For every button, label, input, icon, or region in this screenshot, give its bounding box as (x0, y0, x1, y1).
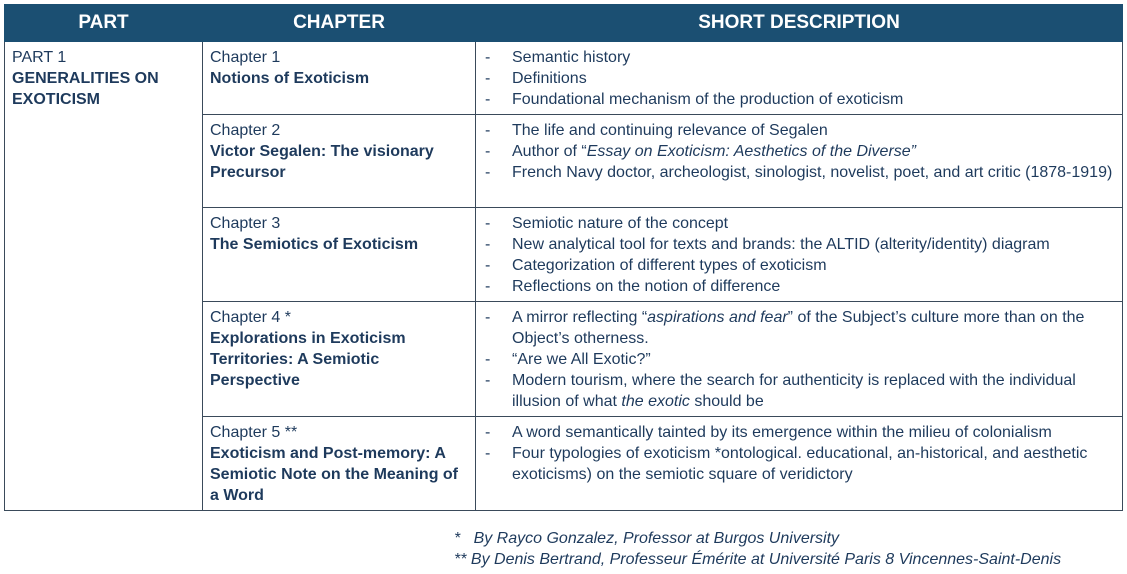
part-title: GENERALITIES ON EXOTICISM (12, 70, 159, 108)
bullet-dash: - (485, 445, 491, 462)
list-item (483, 422, 1115, 443)
description-list (483, 307, 1115, 412)
header-part: PART (5, 5, 203, 42)
bullet-dash: - (485, 372, 491, 389)
item-text: Foundational mechanism of the production of exoticism (512, 91, 904, 108)
item-text: “Are we All Exotic?” (512, 351, 651, 368)
chapter-title: Exoticism and Post-memory: A Semiotic Note on the Meaning of a Word (210, 445, 459, 504)
list-item (483, 141, 1115, 162)
list-item (483, 213, 1115, 234)
bullet-dash: - (485, 70, 491, 87)
item-text: Four typologies of exoticism *ontological. educational, an-historical, and aesthetic exoticisms) on the semiotic square of veridictory (512, 445, 1088, 483)
emphasis-text: Essay on Exoticism: Aesthetics of the Diverse” (586, 143, 917, 160)
item-text: Semiotic nature of the concept (512, 215, 729, 232)
description-cell (476, 115, 1123, 208)
bullet-dash: - (485, 257, 491, 274)
item-text: Author of “ (512, 143, 587, 160)
list-item (483, 349, 1115, 370)
item-text: ” of the Subject’s culture more than on the Object’s otherness. (512, 309, 1085, 347)
list-item (483, 255, 1115, 276)
item-text: Semantic history (512, 49, 631, 66)
list-item (483, 276, 1115, 297)
chapter-cell (203, 302, 476, 417)
item-text: should be (689, 393, 764, 410)
list-item (483, 234, 1115, 255)
chapter-cell (203, 42, 476, 115)
chapter-title: The Semiotics of Exoticism (210, 236, 419, 253)
bullet-dash: - (485, 215, 491, 232)
item-text: The life and continuing relevance of Segalen (512, 122, 828, 139)
description-cell (476, 42, 1123, 115)
list-item (483, 443, 1115, 485)
list-item (483, 307, 1115, 349)
item-text: French Navy doctor, archeologist, sinologist, novelist, poet, and art critic (1878-1919) (512, 164, 1113, 181)
bullet-dash: - (485, 351, 491, 368)
description-cell (476, 208, 1123, 302)
bullet-dash: - (485, 91, 491, 108)
item-text: A word semantically tainted by its emergence within the milieu of colonialism (512, 424, 1052, 441)
table-header-row (5, 5, 1123, 42)
list-item (483, 370, 1115, 412)
bullet-dash: - (485, 236, 491, 253)
table-row (5, 42, 1123, 115)
bullet-dash: - (485, 309, 491, 326)
list-item (483, 120, 1115, 141)
chapters-table (4, 4, 1123, 511)
item-text: Definitions (512, 70, 587, 87)
chapter-number: Chapter 5 ** (210, 424, 298, 441)
bullet-dash: - (485, 424, 491, 441)
description-list (483, 213, 1115, 297)
part-label: PART 1 (12, 49, 67, 66)
item-text: New analytical tool for texts and brands: the ALTID (alterity/identity) diagram (512, 236, 1050, 253)
description-list (483, 422, 1115, 485)
chapter-title: Explorations in Exoticism Territories: A Semiotic Perspective (210, 330, 406, 389)
chapter-title: Notions of Exoticism (210, 70, 370, 87)
chapter-number: Chapter 1 (210, 49, 281, 66)
chapter-number: Chapter 3 (210, 215, 281, 232)
chapter-number: Chapter 4 * (210, 309, 291, 326)
list-item (483, 47, 1115, 68)
bullet-dash: - (485, 143, 491, 160)
description-list (483, 120, 1115, 183)
item-text: Modern tourism, where the search for authenticity is replaced with the individual illusion of what (512, 372, 1076, 410)
item-text: Reflections on the notion of difference (512, 278, 781, 295)
bullet-dash: - (485, 122, 491, 139)
list-item (483, 89, 1115, 110)
chapter-cell (203, 208, 476, 302)
list-item (483, 68, 1115, 89)
description-list (483, 47, 1115, 110)
description-cell (476, 302, 1123, 417)
header-chapter: CHAPTER (203, 5, 476, 42)
bullet-dash: - (485, 164, 491, 181)
chapter-title: Victor Segalen: The visionary Precursor (210, 143, 434, 181)
bullet-dash: - (485, 278, 491, 295)
chapter-cell (203, 417, 476, 511)
list-item (483, 162, 1115, 183)
header-description: SHORT DESCRIPTION (476, 5, 1123, 42)
description-cell (476, 417, 1123, 511)
chapter-cell (203, 115, 476, 208)
item-text: Categorization of different types of exoticism (512, 257, 827, 274)
emphasis-text: aspirations and fear (647, 309, 788, 326)
bullet-dash: - (485, 49, 491, 66)
emphasis-text: the exotic (621, 393, 690, 410)
item-text: A mirror reflecting “ (512, 309, 648, 326)
footnote-2: ** By Denis Bertrand, Professeur Émérite at Université Paris 8 Vincennes-Saint-Denis (454, 551, 1062, 568)
part-cell (5, 42, 203, 511)
chapter-number: Chapter 2 (210, 122, 281, 139)
footnote-1: * By Rayco Gonzalez, Professor at Burgos University (454, 530, 840, 547)
